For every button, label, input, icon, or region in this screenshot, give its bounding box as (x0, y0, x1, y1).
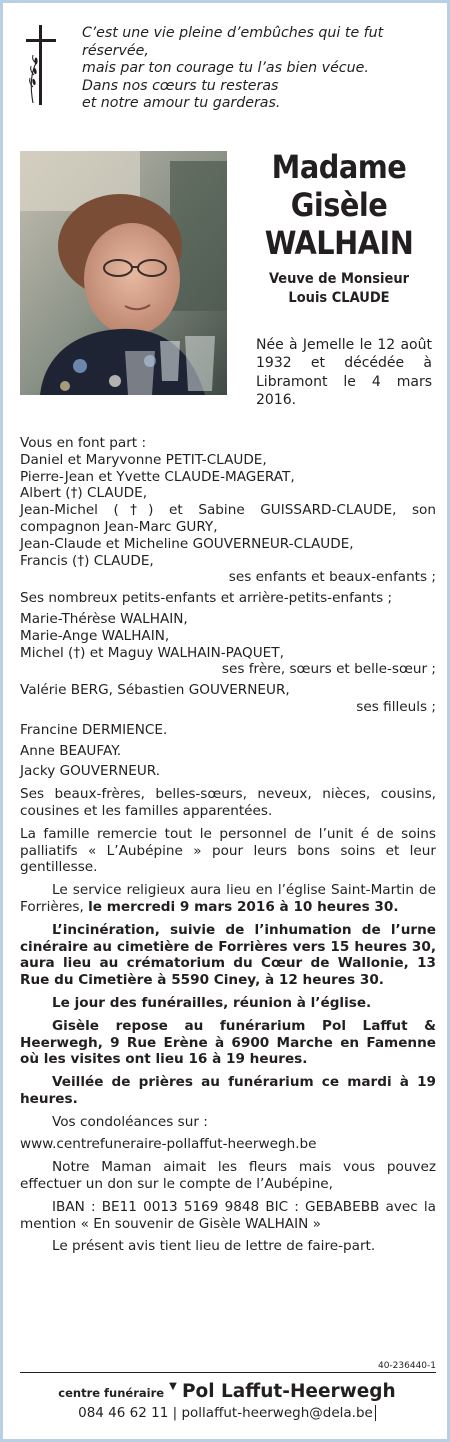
family-member: Valérie BERG, Sébastien GOUVERNEUR, (20, 682, 290, 699)
announcement-body (20, 435, 436, 1255)
family-member: Francis (†) CLAUDE, (20, 552, 154, 569)
poem-line: et notre amour tu garderas. (82, 95, 281, 111)
deceased-name (248, 148, 430, 308)
closing-text: Le présent avis tient lieu de lettre de faire-part. (52, 1238, 376, 1255)
family-member: Albert (†) CLAUDE, (20, 485, 148, 502)
widow-of-line: Veuve de Monsieur (268, 271, 410, 287)
family-member: Jean-Michel (†) et Sabine GUISSARD-CLAUDE, son compagnon Jean-Marc GURY, (20, 502, 436, 535)
family-member: Pierre-Jean et Yvette CLAUDE-MAGERAT, (20, 468, 295, 485)
separator: | (172, 1405, 178, 1421)
widow-of (248, 270, 430, 308)
family-member: Anne BEAUFAY. (20, 742, 122, 759)
name-last: WALHAIN (264, 224, 414, 262)
triangle-icon: ▼ (169, 1381, 177, 1392)
service-text (20, 882, 436, 916)
family-member: Marie-Ange WALHAIN, (20, 627, 170, 644)
rest-text: Gisèle repose au funérarium Pol Laffut & Heerwegh, 9 Rue Erène à 6900 Marche en Famenne où les visites ont lieu 16 à 19 heures. (20, 1017, 436, 1068)
email-link[interactable]: pollaffut-heerwegh@dela.be (181, 1405, 375, 1421)
grandchildren-text: Ses nombreux petits-enfants et arrière-petits-enfants ; (20, 590, 393, 607)
poem-line: Dans nos cœurs tu resteras (82, 77, 279, 94)
family-relation-label: ses filleuls ; (356, 698, 436, 715)
birth-death-dates: Née à Jemelle le 12 août 1932 et décédée à Libramont le 4 mars 2016. (256, 337, 432, 408)
family-member: Jacky GOUVERNEUR. (20, 763, 161, 780)
family-relation-label: ses frère, sœurs et belle-sœur ; (221, 661, 436, 678)
funeral-home-name: Pol Laffut-Heerwegh (181, 1381, 396, 1402)
family-member: Jean-Claude et Micheline GOUVERNEUR-CLAUDE, (20, 535, 354, 552)
family-member: Michel (†) et Maguy WALHAIN-PAQUET, (20, 644, 284, 661)
vigil-text: Veillée de prières au funérarium ce mardi à 19 heures. (20, 1074, 436, 1107)
family-member: Daniel et Maryvonne PETIT-CLAUDE, (20, 451, 267, 468)
poem-line: C’est une vie pleine d’embûches qui te fut (82, 25, 384, 41)
phone-number[interactable]: 084 46 62 11 (78, 1405, 169, 1421)
name-title: Madame (271, 148, 407, 186)
condolences-label: Vos condoléances sur : (52, 1113, 208, 1130)
divider (20, 1372, 436, 1373)
poem (82, 25, 432, 113)
thanks-text: La famille remercie tout le personnel de l’unit é de soins palliatifs « L’Aubépine » pour leurs bons soins et leur gentillesse. (20, 825, 436, 876)
cross-icon (24, 25, 58, 105)
widow-of-line: Louis CLAUDE (288, 290, 390, 306)
family-relation-label: ses enfants et beaux-enfants ; (228, 569, 436, 586)
donation-text: Notre Maman aimait les fleurs mais vous pouvez effectuer un don sur le compte de l’Aubépine, (20, 1159, 436, 1193)
service-time: le mercredi 9 mars 2016 à 10 heures 30. (88, 898, 399, 915)
name-first: Gisèle (290, 186, 388, 224)
cremation-text: L’incinération, suivie de l’inhumation de l’urne cinéraire au cimetière de Forrières vers 15 heures 30, aura lieu au crématorium du Cœur de Wallonie, 13 Rue du Cimetière à 5590 Ciney, à 12 heures 30. (20, 921, 436, 989)
funeral-home-title (12, 1381, 442, 1402)
service-place: Le service religieux aura lieu en l’église Saint-Martin de Forrières, (20, 882, 436, 915)
intro-text: Vous en font part : (20, 435, 147, 451)
portrait-photo (20, 151, 227, 395)
iban-text: IBAN : BE11 0013 5169 9848 BIC : GEBABEBB avec la mention « En souvenir de Gisèle WALHAIN » (20, 1198, 436, 1232)
funeral-day-text: Le jour des funérailles, réunion à l’église. (52, 994, 372, 1011)
funeral-home-label: centre funéraire (58, 1386, 165, 1400)
family-member: Marie-Thérèse WALHAIN, (20, 610, 188, 627)
condolences-link[interactable]: www.centrefuneraire-pollaffut-heerwegh.be (20, 1136, 317, 1153)
funeral-home-footer (12, 1381, 442, 1421)
family-member: Francine DERMIENCE. (20, 721, 168, 738)
funeral-home-contact (12, 1405, 442, 1421)
relatives-text: Ses beaux-frères, belles-sœurs, neveux, nièces, cousins, cousines et les familles apparentées. (20, 786, 436, 819)
poem-line: mais par ton courage tu l’as bien vécue. (82, 60, 369, 76)
poem-line: réservée, (82, 42, 149, 59)
reference-number: 40-236440-1 (377, 1361, 436, 1371)
